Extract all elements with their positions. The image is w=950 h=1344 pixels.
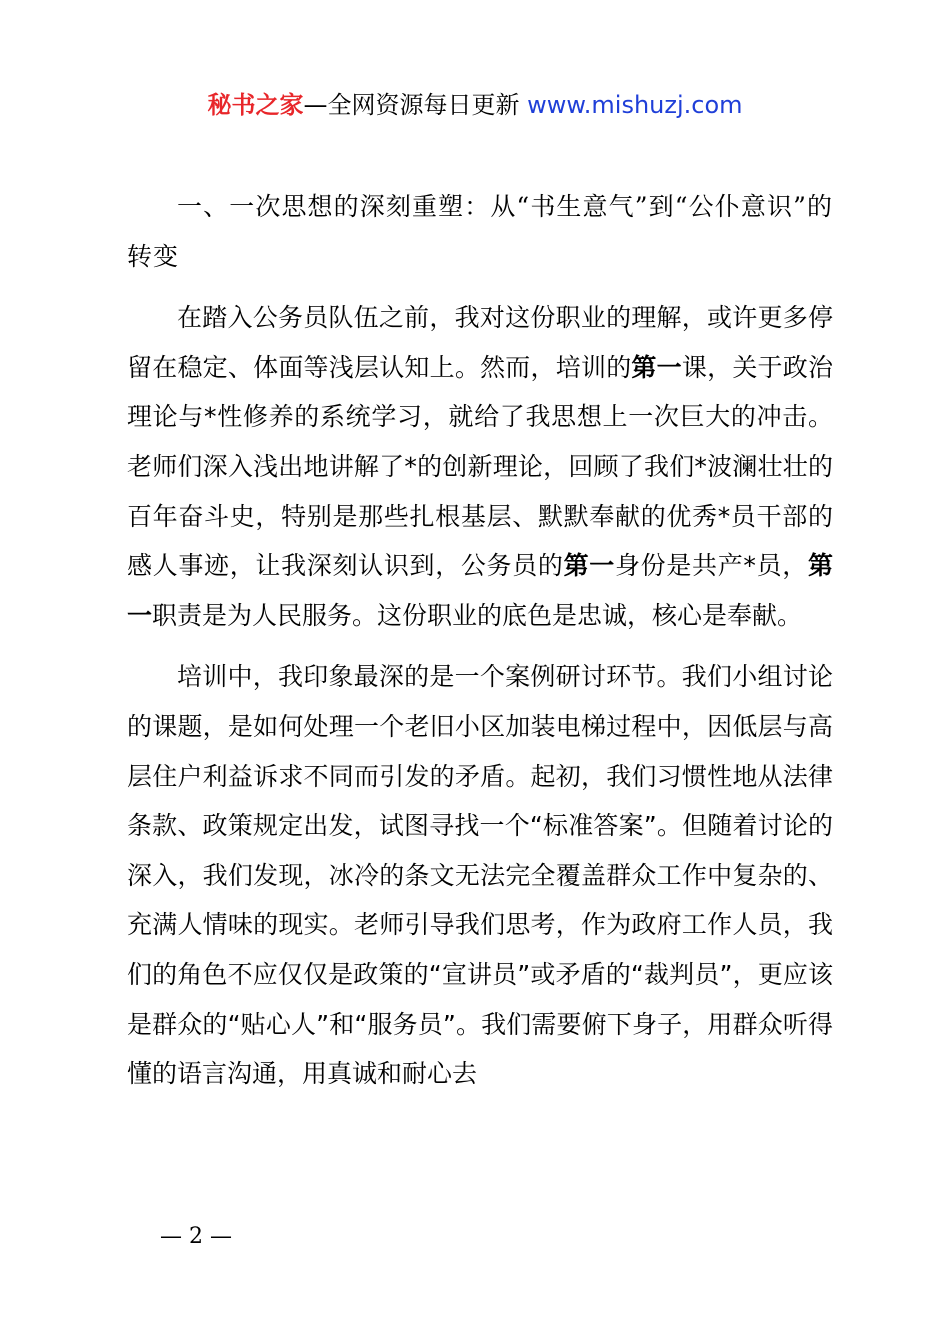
paragraph-1-text-a: 在踏入公务员队伍之前，我对这份职业的理解，或许更多停留在稳定、体面等浅层认知上。然而，培训的: [127, 303, 833, 382]
paragraph-1-emphasis-1: 第一: [631, 352, 682, 382]
paragraph-1: [127, 293, 833, 640]
page-number: — 2 —: [160, 1224, 232, 1249]
site-header: [0, 86, 950, 124]
paragraph-2: 培训中，我印象最深的是一个案例研讨环节。我们小组讨论的课题，是如何处理一个老旧小区加装电梯过程中，因低层与高层住户利益诉求不同而引发的矛盾。起初，我们习惯性地从法律条款、政策规定出发，试图寻找一个“标准答案”。但随着讨论的深入，我们发现，冰冷的条文无法完全覆盖群众工作中复杂的、充满人情味的现实。老师引导我们思考，作为政府工作人员，我们的角色不应仅仅是政策的“宣讲员”或矛盾的“裁判员”，更应该是群众的“贴心人”和“服务员”。我们需要俯下身子，用群众听得懂的语言沟通，用真诚和耐心去: [127, 662, 833, 1089]
paragraph-1-emphasis-2: 第一: [563, 551, 615, 581]
document-body: [127, 182, 833, 1099]
paragraph-1-emphasis-3: 第一: [127, 551, 833, 630]
paragraph-1-text-c: 课，关于政治理论与*性修养的系统学习，就给了我思想上一次巨大的冲击。老师们深入浅出地讲解了*的创新理论，回顾了我们*波澜壮壮的百年奋斗史，特别是那些扎根基层、默默奉献的优秀*员干部的感人事迹，让我深刻认识到，公务员的: [127, 352, 833, 581]
site-url-link[interactable]: www.mishuzj.com: [527, 91, 743, 119]
paragraph-1-text-e: 身份是共产*员，: [615, 551, 808, 581]
header-tagline: —全网资源每日更新: [303, 91, 528, 119]
section-heading: 一、一次思想的深刻重塑：从“书生意气”到“公仆意识”的转变: [127, 192, 833, 271]
brand-name: 秘书之家: [207, 91, 304, 119]
paragraph-1-text-g: 职责是为人民服务。这份职业的底色是忠诚，核心是奉献。: [152, 600, 803, 630]
